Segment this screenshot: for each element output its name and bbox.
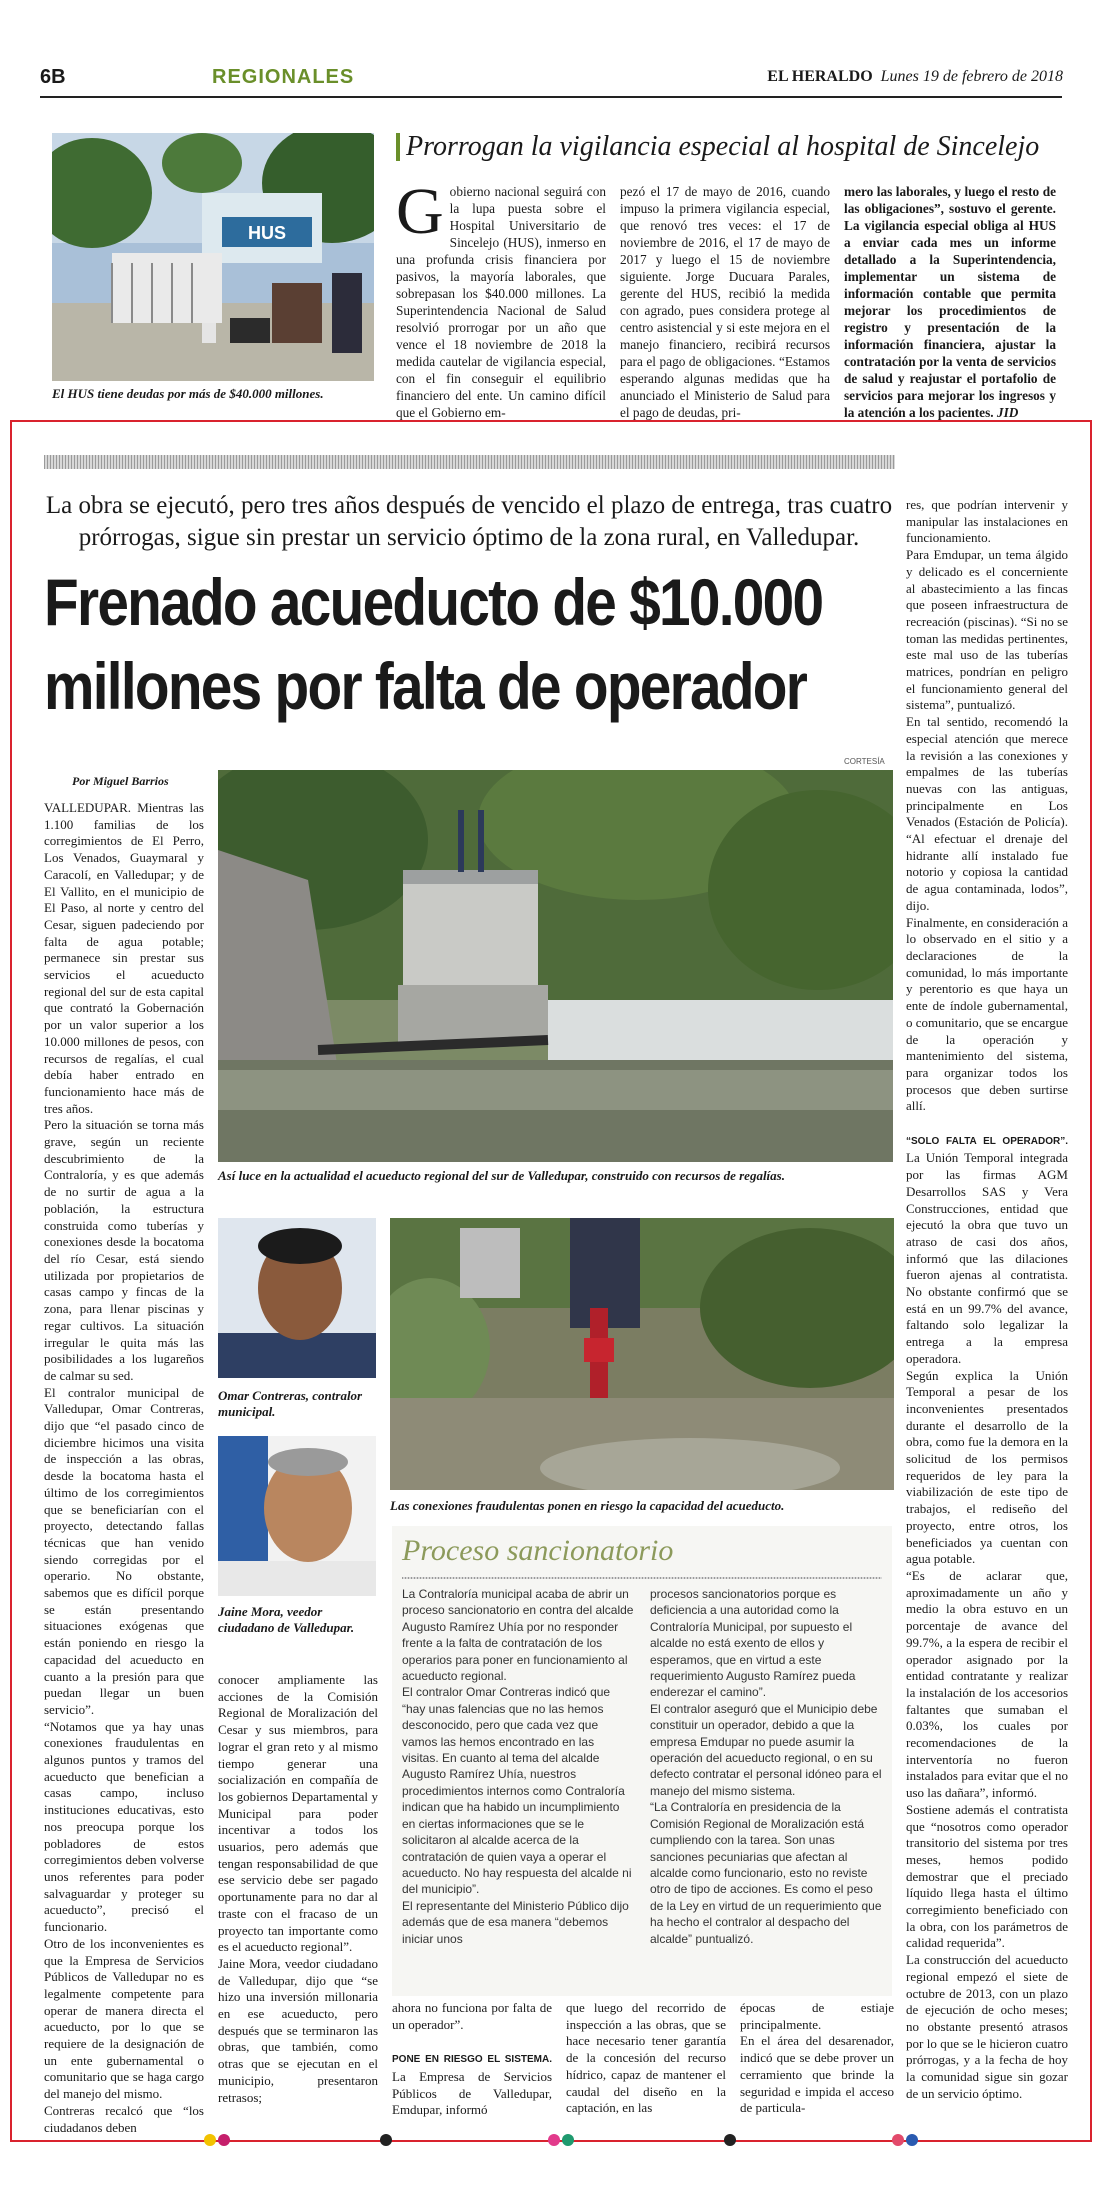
photo-credit: CORTESÍA bbox=[844, 757, 885, 766]
page-number: 6B bbox=[40, 66, 66, 88]
portrait-omar-contreras-art bbox=[218, 1218, 376, 1378]
paper-name: EL HERALDO bbox=[767, 68, 873, 85]
aqueduct-photo-art bbox=[218, 770, 893, 1162]
bottom-col2-rest: La Empresa de Servicios Públicos de Valledupar, Emdupar, informó bbox=[392, 2068, 552, 2118]
hospital-photo bbox=[52, 133, 374, 381]
top-story-title: Prorrogan la vigilancia especial al hospital de Sincelejo bbox=[406, 131, 1040, 162]
right-col-text2: La Unión Temporal integrada por las firmas AGM Desarrollos SAS y Vera Construcciones, entidad que ejecutó la obra que tuvo un atraso de casi dos años, informó que las dilaciones fueron ajenas al contratista. No obstante confirmó que se está en un 99.7% del avance, faltando solo legalizar la entrega a la empresa operadora. Según explica la Unión Temporal a pesar de los inconvenientes presentados durante el desarrollo de la obra, como fue la demora en la solicitud de los permisos requeridos de ley para la viabilización de este tipo de trabajos, el rediseño del proyecto, entre otros, los beneficiados ya cuentan con agua potable. “Es de aclarar que, aproximadamente un año y medio la obra estuvo en un porcentaje de avance del 99.7%, a la espera de recibir el operador asignado por la entidad contratante y realizar la instalación de los accesorios faltantes que sumaban el 0.03%, los cuales por recomendaciones de la interventoría no fueron instalados para evitar que el no uso las dañara”, informó. Sostiene además el contratista que “nosotros como operador transitorio del sistema por tres meses, hemos podido demostrar que el preciado líquido llega hasta el último corregimiento beneficiado con la obra, con los parámetros de calidad requerida”. La construcción del acueducto regional empezó el siete de octubre de 2013, con un plazo de ejecución de ocho meses; no obstante presentó atrasos por lo que se le hicieron cuatro prórrogas, y a la fecha de hoy la comunidad sigue sin gozar de un servicio óptimo. bbox=[906, 1150, 1068, 2101]
headline-line1: Frenado acueducto de $10.000 bbox=[44, 565, 823, 639]
hospital-photo-caption: El HUS tiene deudas por más de $40.000 millones. bbox=[52, 386, 324, 401]
section-name: REGIONALES bbox=[212, 66, 355, 88]
sidebar-col2: procesos sancionatorios porque es deficiencia a una autoridad como la Contraloría Municipal, por supuesto el alcalde no está exento de ellos y esperamos, que en virtud a este requerimiento Augusto Ramírez pueda enderezar el camino”. El contralor aseguró que el Municipio debe constituir un operador, debido a que la empresa Emdupar no puede asumir la operación del acueducto regional, o en su defecto contratar el personal idóneo para el manejo del mismo sistema. “La Contraloría en presidencia de la Comisión Regional de Moralización está cumpliendo con la tarea. Son unas sanciones pecuniarias que afectan al alcalde como funcionario, esto no reviste otro de tipo de acciones. Es como el peso de la Ley en virtud de un requerimiento que ha hecho el contralor al despacho del alcalde” puntualizó. bbox=[650, 1587, 882, 1946]
story-bottom-col4: épocas de estiaje principalmente. En el área del desarenador, indicó que se debe prover un cerramiento que brinde la seguridad e impida el acceso de particula- bbox=[740, 2000, 894, 2116]
aqueduct-photo bbox=[218, 770, 893, 1162]
issue-date: Lunes 19 de febrero de 2018 bbox=[880, 68, 1063, 85]
byline: Por Miguel Barrios bbox=[72, 774, 169, 788]
registration-dot-black bbox=[380, 2134, 392, 2146]
registration-dot-red bbox=[892, 2134, 904, 2146]
right-col-text: res, que podrían intervenir y manipular las instalaciones en funcionamiento. Para Emdupar, un tema álgido y delicado es el concerniente al abastecimiento a las fincas que poseen infraestructura de recreación (piscinas). “Si no se toman las medidas pertinentes, este mal uso de las tuberías matrices, pondrían en peligro el funcionamiento general del sistema”, puntualizó. En tal sentido, recomendó la especial atención que merece la revisión a las conexiones y empalmes de las tuberías nuevas con las antiguas, principalmente en Los Venados (Estación de Policía). “Al efectuar el drenaje del hidrante allí instalado fue notorio y copiosa la cantidad de agua contaminada, lodos”, dijo. Finalmente, en consideración a lo observado en el sitio y a declaraciones de la comunidad, lo más importante y perentorio es que haya un ente de índole gubernamental, o comunitario, que se encargue de la operación y mantenimiento del sistema, para organizar todos los procesos que deben surtirse allí. bbox=[906, 497, 1068, 1114]
top-story-col3 bbox=[844, 183, 1056, 421]
headline-line2: millones por falta de operador bbox=[44, 649, 807, 723]
sidebar-title-rule bbox=[402, 1577, 882, 1579]
drop-cap: G bbox=[396, 175, 444, 248]
story-left-col: VALLEDUPAR. Mientras las 1.100 familias de los corregimientos de El Perro, Los Venados, Guaymaral y Caracolí, en Valledupar; y de El Vallito, en el municipio de El Paso, al norte y centro del Cesar, siguen padeciendo por falta de agua potable; permanece sin prestar sus servicios el acueducto regional del sur de esta capital que contrató la Gobernación por un valor superior a los 10.000 millones de pesos, con recursos de regalías, el cual debía haber entrado en funcionamiento hace más de tres años. Pero la situación se torna más grave, según un reciente descubrimiento de la Contraloría, y es que además de no surtir de agua a la población, la estructura construida como tuberías y conexiones desde la bocatoma del río Cesar, está siendo utilizada por propietarios de casas campo y fincas de la zona, para llenar piscinas y regar cultivos. La situación irregular le quita más las posibilidades a los lugareños de calmar su sed. El contralor municipal de Valledupar, Omar Contreras, dijo que “el pasado cinco de diciembre hicimos una visita de inspección a las obras, desde la bocatoma hasta el último de los corregimientos que se beneficiarían con el proyecto, detectando fallas técnicas que han venido siendo corregidas por el operario. No obstante, sabemos que es difícil porque se están presentando situaciones exógenas que están poniendo en riesgo la capacidad del acueducto en cuanto a la presión para que puedan llegar un buen servicio”. “Notamos que ya hay unas conexiones fraudulentas en algunos puntos y tramos del acueducto que benefician a casas campo, incluso instituciones educativas, esto nos preocupa porque los pobladores de estos corregimientos deben volverse unos referentes para poder salvaguardar y proteger su acueducto”, precisó el funcionario. Otro de los inconvenientes es que la Empresa de Servicios Públicos de Valledupar no es legalmente competente para operar de manera directa el acueducto, por lo que se requiere de la designación de un ente gubernamental o comunitario que se haga cargo del manejo del mismo. Contreras recalcó que “los ciudadanos deben bbox=[44, 800, 204, 2135]
fraud-photo-caption: Las conexiones fraudulentas ponen en riesgo la capacidad del acueducto. bbox=[390, 1498, 785, 1513]
portrait2-caption: Jaine Mora, veedor ciudadano de Valledupar. bbox=[218, 1604, 355, 1635]
registration-dot-magenta bbox=[218, 2134, 230, 2146]
portrait-jaine-mora-art bbox=[218, 1436, 376, 1596]
hus-sign: HUS bbox=[247, 223, 287, 243]
portrait-jaine-mora bbox=[218, 1436, 376, 1596]
paper-date bbox=[767, 68, 1063, 86]
bottom-col2-heading: PONE EN RIESGO EL SISTEMA. bbox=[392, 2054, 552, 2066]
portrait-omar-contreras bbox=[218, 1218, 376, 1378]
sidebar-title: Proceso sancionatorio bbox=[402, 1534, 674, 1567]
story-mid-col: conocer ampliamente las acciones de la Comisión Regional de Moralización del Cesar y sus miembros, para lograr el gran reto y al mismo tiempo generar una socialización en compañía de los gobiernos Departamental y Municipal para poder incentivar a todos los usuarios, pero además que tengan responsabilidad de que ese servicio debe ser pagado oportunamente para no dar al traste con el fracaso de un proyecto tan importante como es el acueducto regional”. Jaine Mora, veedor ciudadano de Valledupar, dijo que “se hizo una inversión millonaria en ese acueducto, pero después que se terminaron las obras, que también, como otras que se ejecutan en el municipio, presentaron retrasos; bbox=[218, 1672, 378, 2105]
hospital-photo-art bbox=[52, 133, 374, 381]
fraud-connection-photo bbox=[390, 1218, 894, 1490]
story-bottom-col3: que luego del recorrido de inspección a las obras, que se hace necesario tener garantía de la concesión del recurso hídrico, capaz de mantener el caudal del diseño en la captación, en las bbox=[566, 2000, 726, 2116]
top-story-col1-text: obierno nacional seguirá con la lupa puesta sobre el Hospital Universitario de Sincelejo (HUS), inmerso en una profunda crisis financiera por pasivos, la mayoría laborales, que sobrepasan los $40.000 millones. La Superintendencia Nacional de Salud resolvió prorrogar por un año que vence el 18 noviembre de 2018 la medida cautelar de vigilancia especial, con el fin conseguir el equilibrio financiero del ente. Un camino difícil que el Gobierno em- bbox=[396, 184, 606, 420]
portrait1-caption: Omar Contreras, contralor municipal. bbox=[218, 1388, 363, 1419]
story-subtitle: La obra se ejecutó, pero tres años después de vencido el plazo de entrega, tras cuatro prórrogas, sigue sin prestar un servicio óptimo de la zona rural, en Valledupar. bbox=[45, 492, 893, 551]
right-col-heading: “SOLO FALTA EL OPERADOR”. bbox=[906, 1135, 1068, 1147]
sidebar-col1: La Contraloría municipal acaba de abrir un proceso sancionatorio en contra del alcalde Augusto Ramírez Uhía por no responder frente a la falta de contratación de los operarios para poner en funcionamiento al acueducto regional. El contralor Omar Contreras indicó que “hay unas falencias que no las hemos desconocido, pero que cada vez que vamos las hemos encontrado en las visitas. En cuanto al tema del alcalde Augusto Ramírez Uhía, nuestros procedimientos internos como Contraloría indican que ha habido un incumplimiento en ciertas informaciones que se le solicitaron al alcalde acerca de la contratación de quien vaya a operar el acueducto. No hay respuesta del alcalde ni del municipio”. El representante del Ministerio Público dijo además que de esa manera “debemos iniciar unos bbox=[402, 1587, 634, 1946]
story-top-band bbox=[44, 455, 895, 469]
registration-dot-blue bbox=[906, 2134, 918, 2146]
registration-dot-green bbox=[562, 2134, 574, 2146]
fraud-connection-photo-art bbox=[390, 1218, 894, 1490]
registration-dot-yellow bbox=[204, 2134, 216, 2146]
top-story-col3-text: mero las laborales, y luego el resto de las obligaciones”, sostuvo el gerente. La vigilancia especial obliga al HUS a enviar cada mes un informe detallado a la Superintendencia, implementar un sistema de información contable que permita mejorar los procedimientos de registro y presentación de la información financiera, ajustar la contratación por la venta de servicios de salud y reajustar el portafolio de servicios para mejorar los ingresos y la atención a los pacientes. bbox=[844, 184, 1056, 420]
story-bottom-col2 bbox=[392, 2000, 552, 2119]
top-story-col1 bbox=[396, 175, 606, 421]
header-rule bbox=[40, 96, 1062, 98]
bottom-col2-lead: ahora no funciona por falta de un operador”. bbox=[392, 2000, 552, 2032]
aqueduct-photo-caption: Así luce en la actualidad el acueducto regional del sur de Valledupar, construido con recursos de regalías. bbox=[218, 1168, 785, 1183]
story-right-col bbox=[906, 497, 1068, 2103]
title-accent-bar bbox=[396, 133, 400, 161]
top-story-col2: pezó el 17 de mayo de 2016, cuando impuso la primera vigilancia especial, que renovó tres veces: el 17 de noviembre de 2016, el 17 de mayo de 2017 y luego el 15 de noviembre siguiente. Jorge Ducuara Parales, gerente del HUS, recibió la medida con agrado, pues considera protege al centro asistencial y si este mejora en el manejo financiero, recibirá recursos para el pago de obligaciones. “Estamos esperando algunas medidas que ha anunciado el Ministerio de Salud para el pago de deudas, pri- bbox=[620, 184, 830, 420]
top-story-signature: JID bbox=[996, 405, 1019, 420]
registration-dot-black-2 bbox=[724, 2134, 736, 2146]
registration-dot-pink bbox=[548, 2134, 560, 2146]
